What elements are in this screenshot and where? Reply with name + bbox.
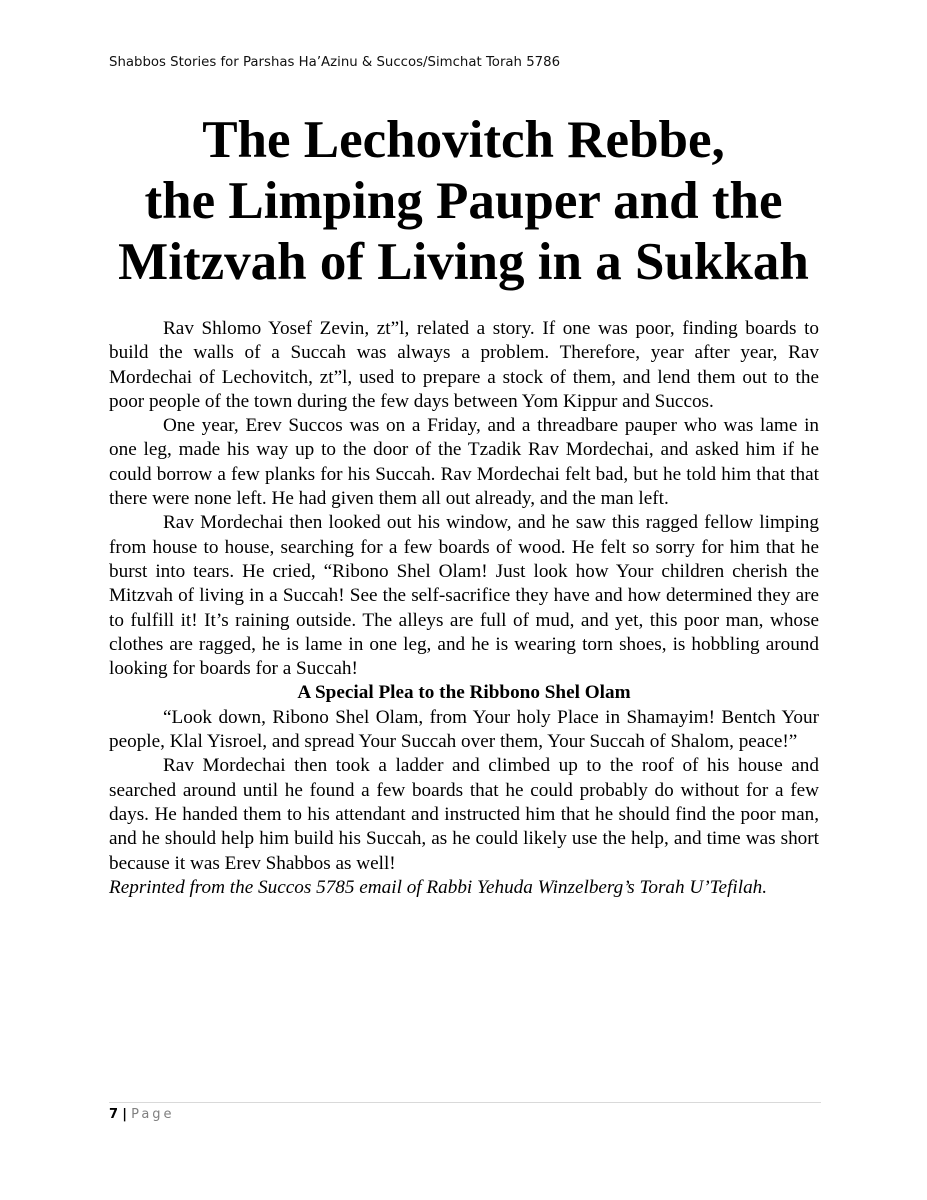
paragraph: “Look down, Ribono Shel Olam, from Your holy Place in Shamayim! Bentch Your people, Klal Yisroel, and spread Your Succah over them, Your Succah of Shalom, peace!” xyxy=(109,706,819,753)
reprint-credit: Reprinted from the Succos 5785 email of Rabbi Yehuda Winzelberg’s Torah U’Tefilah. xyxy=(109,876,768,898)
paragraph: Rav Mordechai then took a ladder and climbed up to the roof of his house and searched around until he found a few boards that he could probably do without for a few days. He handed them to his attendant and instructed him that he should find the poor man, and he should help him build his Succah, as he could likely use the help, and time was short because it was Erev Shabbos as well! xyxy=(109,755,819,874)
paragraph: Rav Shlomo Yosef Zevin, zt”l, related a story. If one was poor, finding boards to build the walls of a Succah was always a problem. Therefore, year after year, Rav Mordechai of Lechovitch, zt”l, used to prepare a stock of them, and lend them out to the poor people of the town during the few days between Yom Kippur and Succos. xyxy=(109,318,819,412)
footer-separator: | xyxy=(122,1107,127,1122)
section-subheading: A Special Plea to the Ribbono Shel Olam xyxy=(297,682,631,704)
article-title xyxy=(90,110,837,293)
page-footer xyxy=(109,1107,175,1122)
paragraph: Rav Mordechai then looked out his window, and he saw this ragged fellow limping from house to house, searching for a few boards of wood. He felt so sorry for him that he burst into tears. He cried, “Ribono Shel Olam! Just look how Your children cherish the Mitzvah of living in a Succah! See the self-sacrifice they have and how determined they are to fulfill it! It’s raining outside. The alleys are full of mud, and yet, this poor man, whose clothes are ragged, he is lame in one leg, and he is wearing torn shoes, is hobbling around looking for boards for a Succah! xyxy=(109,512,819,680)
page-number: 7 xyxy=(109,1107,119,1122)
article-body xyxy=(109,317,819,900)
title-line: The Lechovitch Rebbe, xyxy=(202,111,725,169)
title-line: Mitzvah of Living in a Sukkah xyxy=(118,233,809,291)
paragraph: One year, Erev Succos was on a Friday, and a threadbare pauper who was lame in one leg, made his way up to the door of the Tzadik Rav Mordechai, and asked him if he could borrow a few planks for his Succah. Rav Mordechai felt bad, but he told him that that there were none left. He had given them all out already, and the man left. xyxy=(109,415,819,510)
title-line: the Limping Pauper and the xyxy=(144,172,783,230)
running-header: Shabbos Stories for Parshas Ha’Azinu & Succos/Simchat Torah 5786 xyxy=(109,55,561,70)
page-label: Page xyxy=(131,1107,175,1122)
footer-divider xyxy=(109,1102,821,1103)
